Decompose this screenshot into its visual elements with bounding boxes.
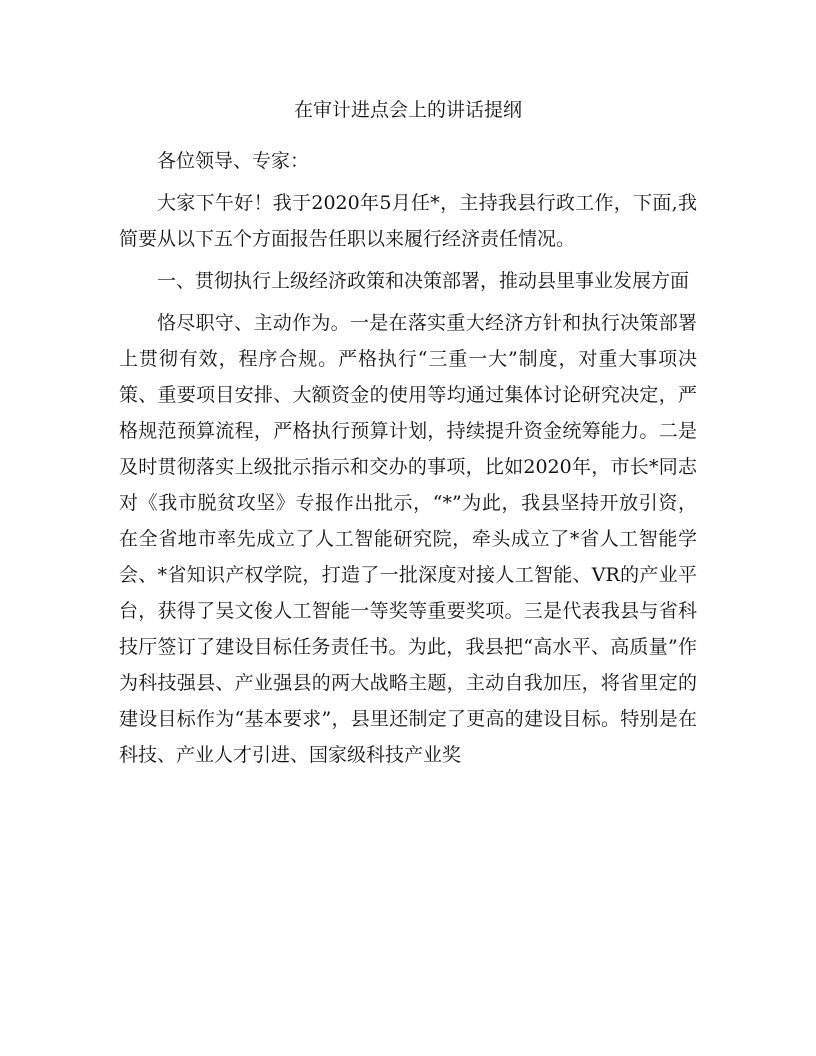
body-paragraph: 恪尽职守、主动作为。一是在落实重大经济方针和执行决策部署上贯彻有效，程序合规。严格执行“三重一大”制度，对重大事项决策、重要项目安排、大额资金的使用等均通过集体讨论研究决定，严格规范预算流程，严格执行预算计划，持续提升资金统筹能力。二是及时贯彻落实上级批示指示和交办的事项，比如2020年，市长*同志对《我市脱贫攻坚》专报作出批示，“*”为此，我县坚持开放引资，在全省地市率先成立了人工智能研究院，牵头成立了*省人工智能学会、*省知识产权学院，打造了一批深度对接人工智能、VR的产业平台，获得了吴文俊人工智能一等奖等重要奖项。三是代表我县与省科技厅签订了建设目标任务责任书。为此，我县把“高水平、高质量”作为科技强县、产业强县的两大战略主题，主动自我加压，将省里定的建设目标作为“基本要求”，县里还制定了更高的建设目标。特别是在科技、产业人才引进、国家级科技产业奖	[119, 312, 697, 766]
section-heading: 一、贯彻执行上级经济政策和决策部署，推动县里事业发展方面	[157, 270, 690, 292]
salutation-paragraph: 各位领导、专家：	[157, 150, 310, 172]
document-body	[119, 143, 697, 779]
document-title: 在审计进点会上的讲话提纲	[293, 99, 522, 121]
opening-paragraph: 大家下午好！我于2020年5月任*，主持我县行政工作，下面,我简要从以下五个方面报告任职以来履行经济责任情况。	[119, 192, 697, 250]
